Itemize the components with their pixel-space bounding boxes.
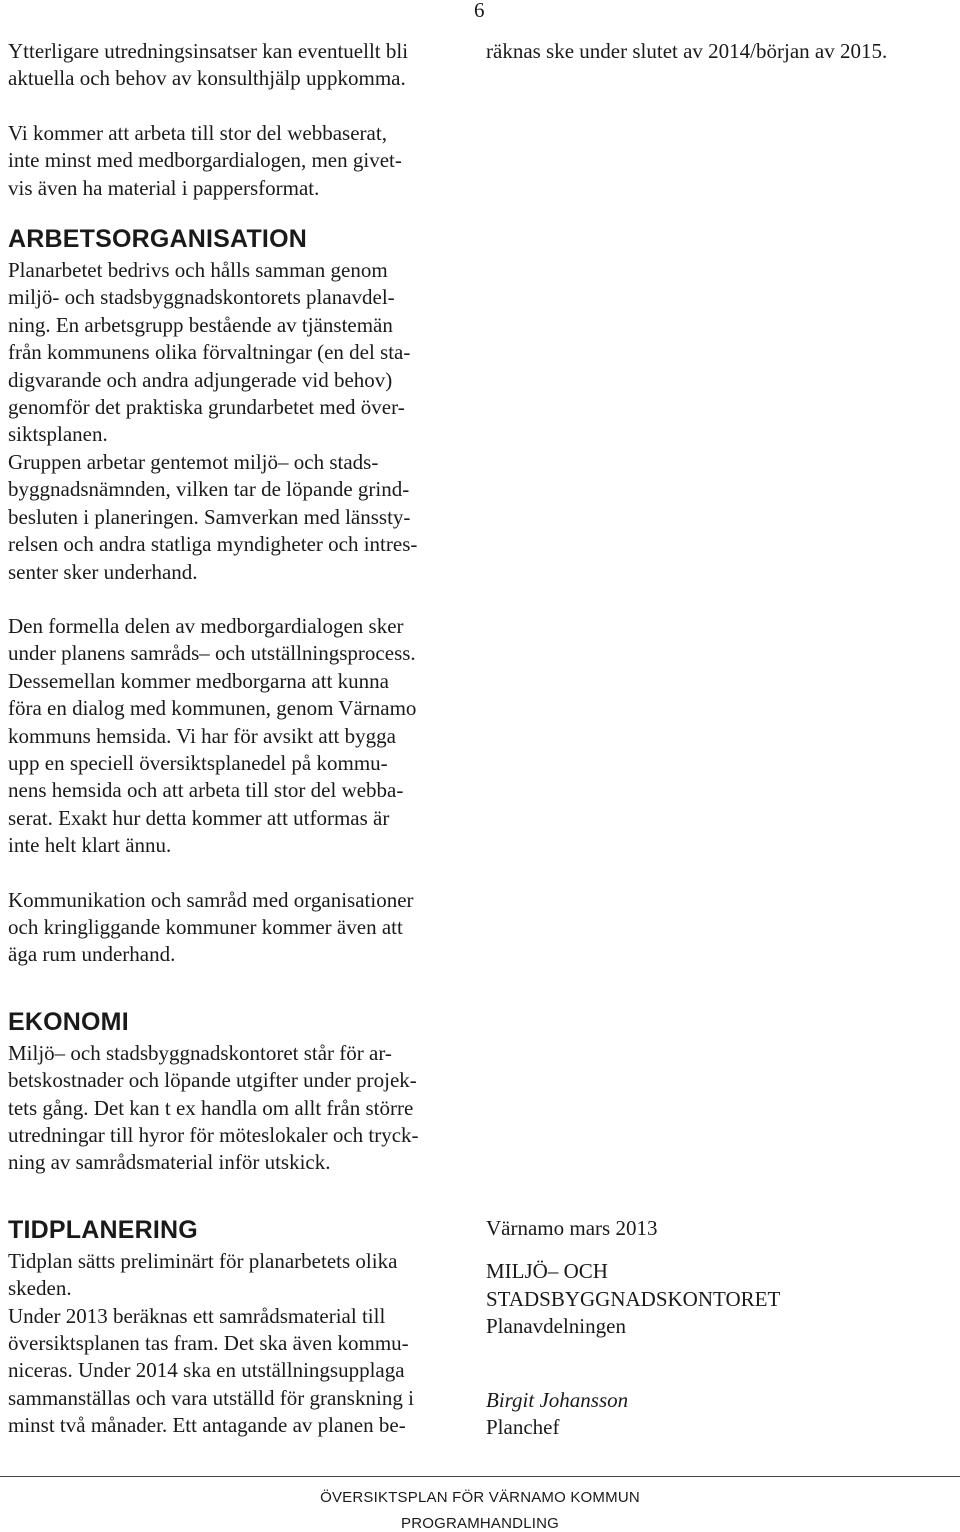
arbetsorganisation-paragraph-4: Kommunikation och samråd med organisationer och kringliggande kommuner kommer även att äga rum underhand.	[8, 887, 414, 967]
left-column	[8, 38, 474, 1440]
continuation-text: räknas ske under slutet av 2014/början av 2015.	[486, 39, 888, 63]
footer-title: ÖVERSIKTSPLAN FÖR VÄRNAMO KOMMUN	[320, 1489, 640, 1506]
tidplanering-paragraph-2: Under 2013 beräknas ett samrådsmaterial till översiktsplanen tas fram. Det ska även kommu- niceras. Under 2014 ska en utställningsupplaga sammanställas och vara utställd för granskning i minst två månader. Ett antagande av planen be-	[8, 1303, 414, 1438]
intro-paragraph-1: Ytterligare utredningsinsatser kan eventuellt bli aktuella och behov av konsulthjälp uppkomma.	[8, 39, 409, 91]
signer-title: Planchef	[486, 1414, 560, 1439]
signature: Birgit Johansson	[486, 1387, 629, 1412]
ekonomi-paragraph-1: Miljö– och stadsbyggnadskontoret står för ar- betskostnader och löpande utgifter under projek- tets gång. Det kan t ex handla om allt från större utredningar till hyror för möteslokaler och tryck- ning av samrådsmaterial inför utskick.	[8, 1040, 419, 1175]
page-number: 6	[474, 0, 485, 22]
heading-arbetsorganisation: ARBETSORGANISATION	[8, 225, 307, 254]
place-date: Värnamo mars 2013	[486, 1216, 658, 1240]
heading-ekonomi: EKONOMI	[8, 1007, 129, 1036]
arbetsorganisation-paragraph-1: Planarbetet bedrivs och hålls samman genom miljö- och stadsbyggnadskontorets planavdel- ning. En arbetsgrupp bestående av tjänstemän från kommunens olika förvaltningar (en del sta- digvarande och andra adjungerade vid behov) genomför det praktiska grundarbetet med över- siktsplanen.	[8, 258, 411, 447]
intro-paragraph-2: Vi kommer att arbeta till stor del webbaserat, inte minst med medborgardialogen, men givet- vis även ha material i pappersformat.	[8, 120, 402, 200]
heading-tidplanering: TIDPLANERING	[8, 1215, 198, 1244]
arbetsorganisation-paragraph-2: Gruppen arbetar gentemot miljö– och stads- byggnadsnämnden, vilken tar de löpande grind- besluten i planeringen. Samverkan med länssty- relsen och andra statliga myndigheter och intres- senter sker underhand.	[8, 449, 418, 584]
tidplanering-paragraph-1: Tidplan sätts preliminärt för planarbetets olika skeden.	[8, 1248, 398, 1301]
arbetsorganisation-paragraph-3: Den formella delen av medborgardialogen sker under planens samråds– och utställningsprocess. Dessemellan kommer medborgarna att kunna föra en dialog med kommunen, genom Värnamo kommuns hemsida. Vi har för avsikt att bygga upp en speciell översiktsplanedel på kommu- nens hemsida och att arbeta till stor del webba- serat. Exakt hur detta kommer att utformas är inte helt klart ännu.	[8, 613, 417, 858]
right-column	[486, 38, 956, 1439]
footer-divider	[0, 1476, 960, 1477]
organisation-name: MILJÖ– OCH STADSBYGGNADSKONTORET Planavdelningen	[486, 1259, 781, 1339]
footer-subtitle: PROGRAMHANDLING	[400, 1515, 560, 1532]
